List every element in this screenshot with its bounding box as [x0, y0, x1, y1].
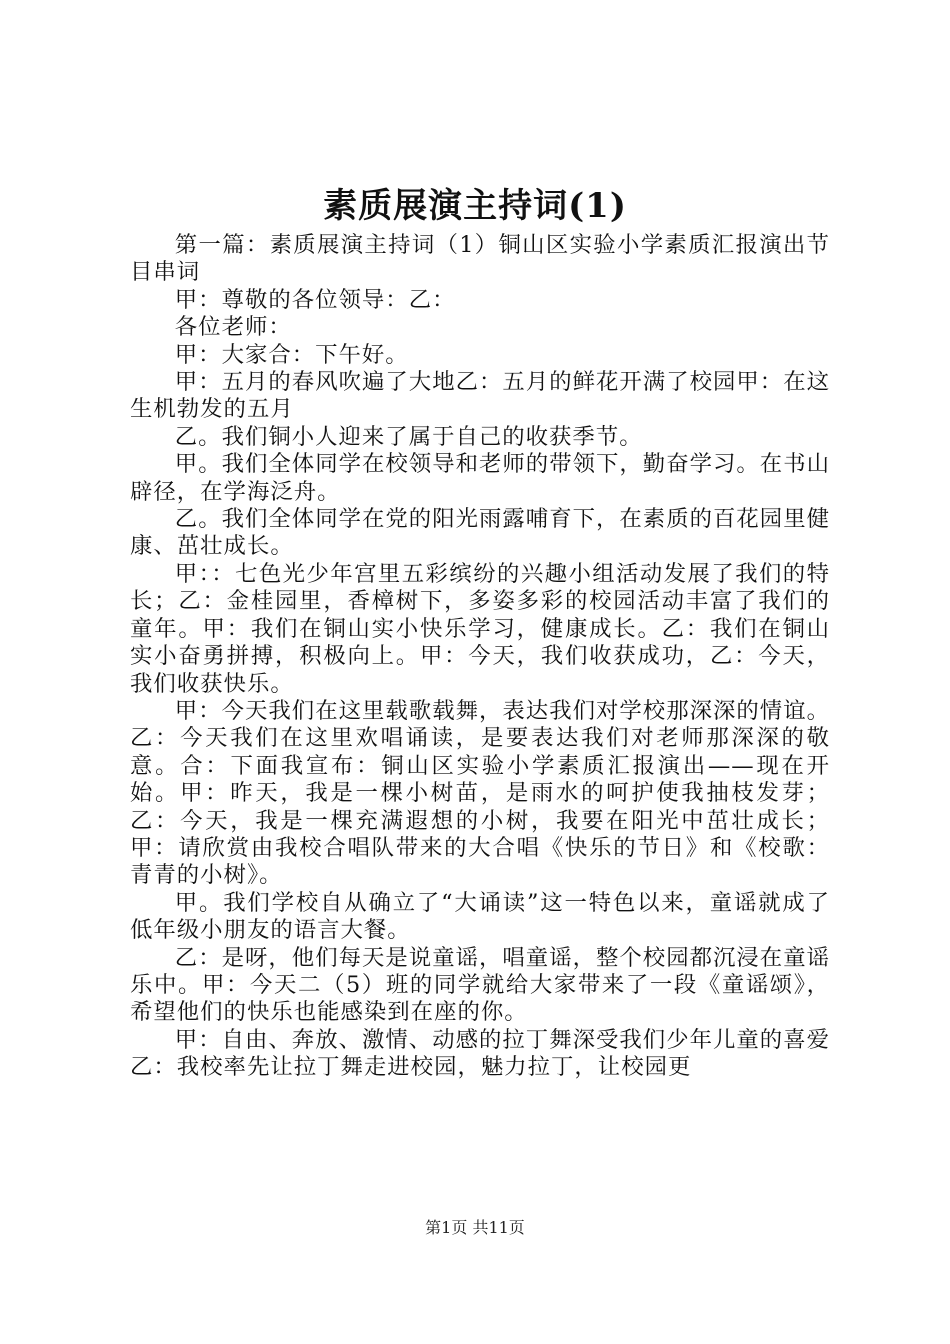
paragraph: 乙。我们铜小人迎来了属于自己的收获季节。 — [174, 423, 643, 450]
paragraph: 甲：尊敬的各位领导：乙： — [174, 286, 456, 313]
document-title: 素质展演主持词(1) — [323, 186, 627, 226]
paragraph: 甲：：七色光少年宫里五彩缤纷的兴趣小组活动发展了我们的特长；乙：金桂园里，香樟树下，多姿多彩的校园活动丰富了我们的童年。甲：我们在铜山实小快乐学习，健康成长。乙：我们在铜山实小奋勇拼搏，积极向上。甲：今天，我们收获成功，乙：今天，我们收获快乐。 — [130, 560, 830, 697]
paragraph: 甲：大家合：下午好。 — [174, 341, 409, 368]
paragraph: 甲：五月的春风吹遍了大地乙：五月的鲜花开满了校园甲：在这生机勃发的五月 — [130, 369, 830, 423]
paragraph: 甲。我们全体同学在校领导和老师的带领下，勤奋学习。在书山辟径，在学海泛舟。 — [130, 451, 830, 505]
paragraph: 各位老师： — [174, 314, 292, 341]
page-footer: 第1页 共11页 — [425, 1218, 525, 1237]
paragraph: 甲：今天我们在这里载歌载舞，表达我们对学校那深深的情谊。乙：今天我们在这里欢唱诵读，是要表达我们对老师那深深的敬意。合：下面我宣布：铜山区实验小学素质汇报演出——现在开始。甲：昨天，我是一棵小树苗，是雨水的呵护使我抽枝发芽；乙：今天，我是一棵充满遐想的小树，我要在阳光中茁壮成长；甲：请欣赏由我校合唱队带来的大合唱《快乐的节日》和《校歌：青青的小树》。 — [130, 697, 830, 889]
paragraph: 乙。我们全体同学在党的阳光雨露哺育下，在素质的百花园里健康、茁壮成长。 — [130, 506, 830, 560]
paragraph: 第一篇：素质展演主持词（1）铜山区实验小学素质汇报演出节目串词 — [130, 232, 830, 286]
paragraph: 甲。我们学校自从确立了“大诵读”这一特色以来，童谣就成了低年级小朋友的语言大餐。 — [130, 889, 830, 944]
paragraph: 甲：自由、奔放、激情、动感的拉丁舞深受我们少年儿童的喜爱乙：我校率先让拉丁舞走进校园，魅力拉丁，让校园更 — [130, 1026, 830, 1081]
paragraph: 乙：是呀，他们每天是说童谣，唱童谣，整个校园都沉浸在童谣乐中。甲：今天二（5）班的同学就给大家带来了一段《童谣颂》，希望他们的快乐也能感染到在座的你。 — [130, 944, 830, 1026]
document-body — [130, 232, 830, 1082]
